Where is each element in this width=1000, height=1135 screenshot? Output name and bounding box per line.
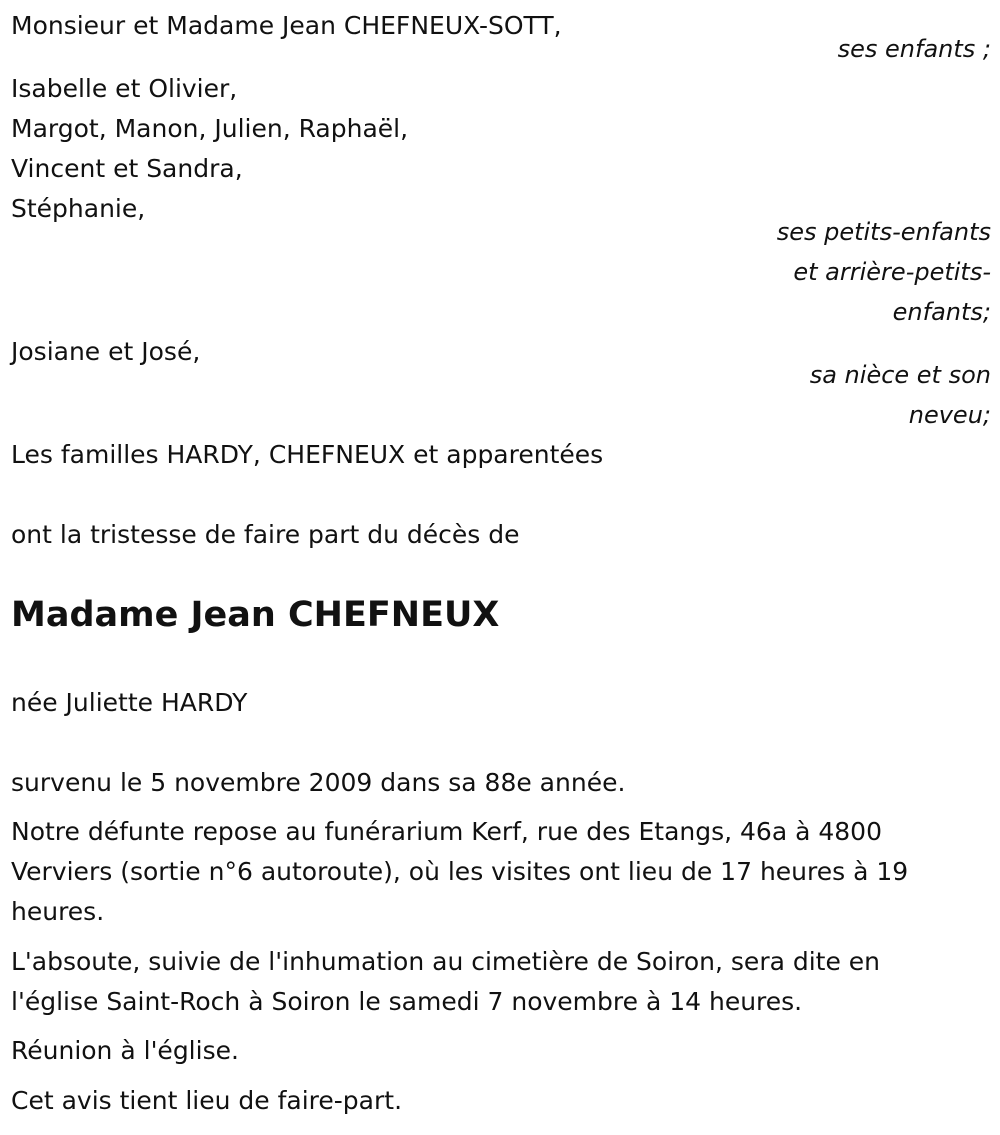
role-grandchildren: et arrière-petits- — [793, 258, 991, 286]
rest-info-line: Verviers (sortie n°6 autoroute), où les visites ont lieu de 17 heures à 19 — [11, 857, 909, 886]
grandchild-line: Vincent et Sandra, — [11, 154, 243, 183]
role-grandchildren: enfants; — [892, 298, 991, 326]
closing-line: Cet avis tient lieu de faire-part. — [11, 1086, 403, 1115]
grandchild-line: Isabelle et Olivier, — [11, 74, 238, 103]
grandchild-line: Stéphanie, — [11, 194, 146, 223]
reunion-line: Réunion à l'église. — [11, 1036, 239, 1065]
announcement-line: ont la tristesse de faire part du décès de — [11, 520, 520, 549]
niece-line: Josiane et José, — [11, 337, 201, 366]
role-children: ses enfants ; — [837, 35, 991, 63]
role-niece: neveu; — [908, 401, 991, 429]
death-date: survenu le 5 novembre 2009 dans sa 88e année. — [11, 768, 626, 797]
birth-name: née Juliette HARDY — [11, 688, 248, 717]
absoute-line: l'église Saint-Roch à Soiron le samedi 7 novembre à 14 heures. — [11, 987, 803, 1016]
deceased-name: Madame Jean CHEFNEUX — [11, 595, 500, 635]
rest-info-line: heures. — [11, 897, 105, 926]
role-niece: sa nièce et son — [809, 361, 991, 389]
parents-line: Monsieur et Madame Jean CHEFNEUX-SOTT, — [11, 11, 562, 40]
rest-info-line: Notre défunte repose au funérarium Kerf, rue des Etangs, 46a à 4800 — [11, 817, 882, 846]
absoute-line: L'absoute, suivie de l'inhumation au cimetière de Soiron, sera dite en — [11, 947, 881, 976]
role-grandchildren: ses petits-enfants — [776, 218, 991, 246]
grandchild-line: Margot, Manon, Julien, Raphaël, — [11, 114, 409, 143]
families-line: Les familles HARDY, CHEFNEUX et apparentées — [11, 440, 604, 469]
